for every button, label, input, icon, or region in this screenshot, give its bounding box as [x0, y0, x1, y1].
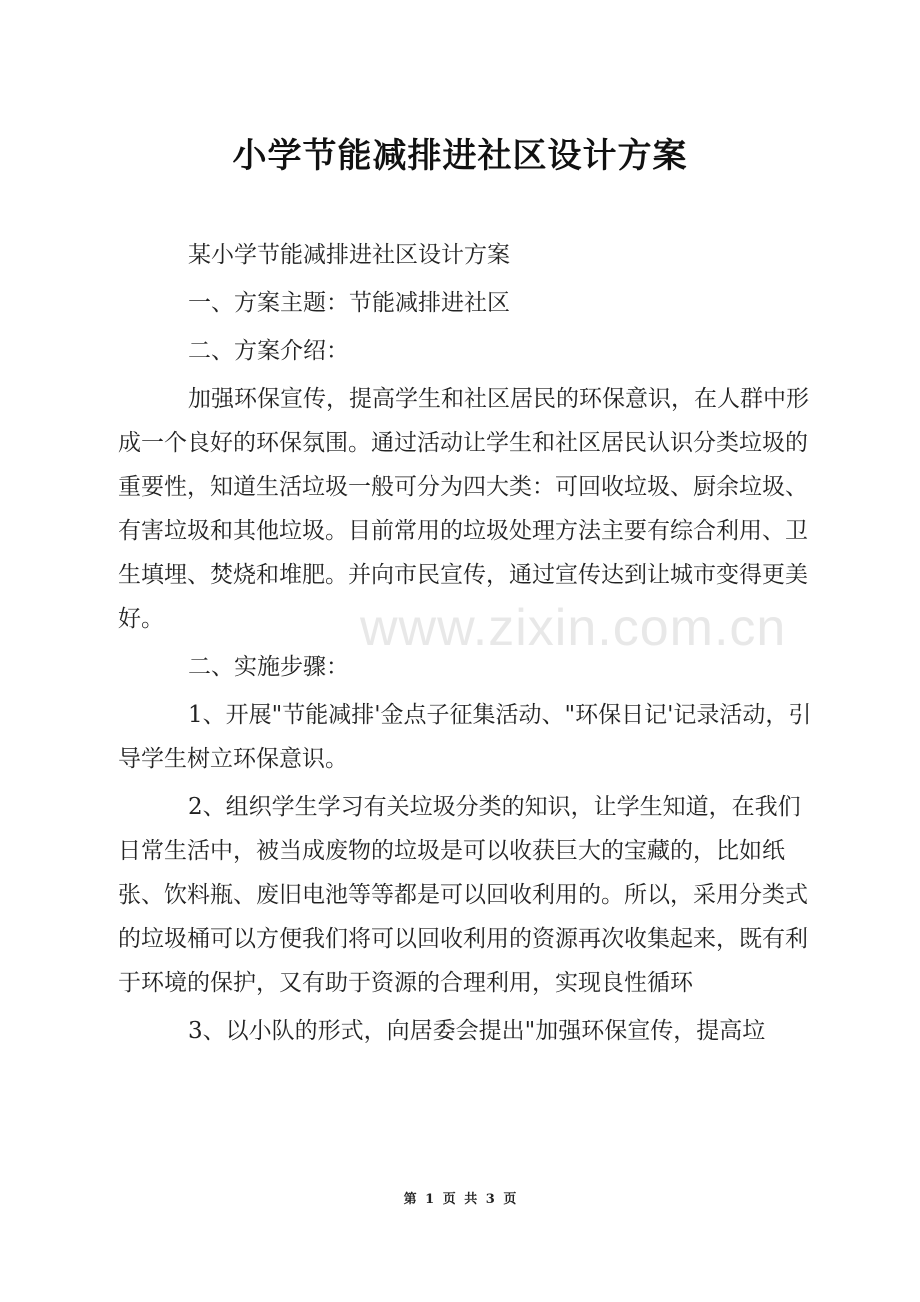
paragraph-steps-heading: 二、实施步骤：	[188, 654, 349, 680]
paragraph-theme: 一、方案主题：节能减排进社区	[188, 290, 510, 316]
paragraph-step-2: 2、组织学生学习有关垃圾分类的知识，让学生知道，在我们日常生活中，被当成废物的垃圾是可以收获巨大的宝藏的，比如纸张、饮料瓶、废旧电池等等都是可以回收利用的。所以，采用分类式的垃圾桶可以方便我们将可以回收利用的资源再次收集起来，既有利于环境的保护，又有助于资源的合理利用，实现良性循环	[118, 794, 808, 996]
paragraph-subtitle: 某小学节能减排进社区设计方案	[188, 242, 510, 268]
paragraph-intro: 加强环保宣传，提高学生和社区居民的环保意识，在人群中形成一个良好的环保氛围。通过活动让学生和社区居民认识分类垃圾的重要性，知道生活垃圾一般可分为四大类：可回收垃圾、厨余垃圾、有害垃圾和其他垃圾。目前常用的垃圾处理方法主要有综合利用、卫生填埋、焚烧和堆肥。并向市民宣传，通过宣传达到让城市变得更美好。	[118, 386, 809, 632]
paragraph-step-1: 1、开展"节能减排'金点子征集活动、"环保日记'记录活动，引导学生树立环保意识。	[118, 702, 812, 772]
document-title: 小学节能减排进社区设计方案	[232, 136, 688, 176]
paragraph-step-3: 3、以小队的形式，向居委会提出"加强环保宣传，提高垃	[188, 1018, 766, 1044]
watermark: www.zixin.com.cn	[360, 599, 787, 657]
paragraph-intro-heading: 二、方案介绍：	[188, 338, 349, 364]
page-footer: 第 1 页 共 3 页	[403, 1192, 517, 1207]
